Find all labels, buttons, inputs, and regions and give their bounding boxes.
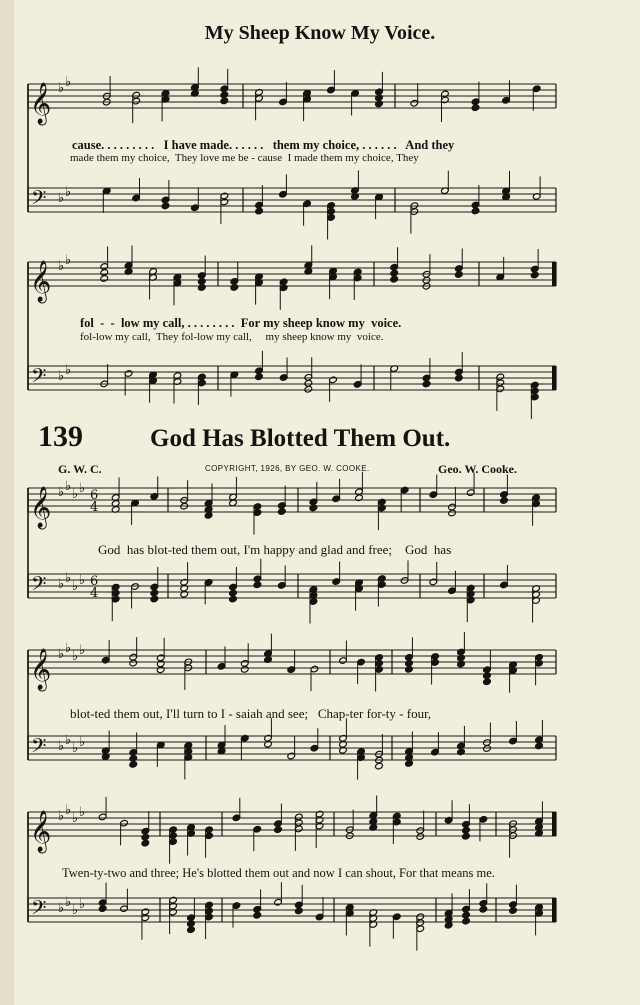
note-head bbox=[229, 595, 238, 603]
final-bar-line bbox=[552, 898, 556, 922]
note-head bbox=[304, 385, 313, 393]
flat-sign-icon: ♭ bbox=[65, 479, 72, 494]
lyricist-credit: G. W. C. bbox=[58, 462, 102, 476]
flat-sign-icon: ♭ bbox=[58, 485, 65, 500]
time-signature-bottom: 4 bbox=[90, 500, 99, 515]
treble-clef-icon: 𝄞 bbox=[30, 649, 52, 690]
flat-sign-icon: ♭ bbox=[58, 81, 65, 96]
treble-clef-icon: 𝄞 bbox=[30, 811, 52, 852]
flat-sign-icon: ♭ bbox=[72, 903, 79, 918]
treble-clef-icon: 𝄞 bbox=[30, 261, 52, 302]
flat-sign-icon: ♭ bbox=[65, 571, 72, 586]
note-head bbox=[483, 678, 492, 686]
note-head bbox=[240, 666, 249, 674]
note-head bbox=[274, 826, 283, 834]
bass-clef-icon: 𝄢 bbox=[31, 186, 47, 214]
flat-sign-icon: ♭ bbox=[65, 803, 72, 818]
time-signature-bottom: 4 bbox=[90, 586, 99, 601]
note-head bbox=[405, 760, 414, 768]
note-head bbox=[197, 284, 206, 292]
note-head bbox=[129, 659, 138, 667]
hymn-number: 139 bbox=[38, 420, 83, 453]
flat-sign-icon: ♭ bbox=[58, 369, 65, 384]
note-head bbox=[156, 666, 165, 674]
note-head bbox=[187, 926, 196, 934]
final-bar-line bbox=[552, 812, 556, 836]
note-head bbox=[457, 660, 466, 668]
flat-sign-icon: ♭ bbox=[72, 579, 79, 594]
note-head bbox=[309, 504, 318, 512]
lyric-line: cause. . . . . . . . . I have made. . . . . . them my choice, . . . . . . And they bbox=[72, 138, 455, 152]
note-head bbox=[530, 271, 539, 279]
flat-sign-icon: ♭ bbox=[65, 185, 72, 200]
flat-sign-icon: ♭ bbox=[65, 733, 72, 748]
bass-clef-icon: 𝄢 bbox=[31, 896, 47, 924]
treble-clef-icon: 𝄞 bbox=[30, 487, 52, 528]
time-signature-top: 6 bbox=[90, 488, 99, 503]
bass-clef-icon: 𝄢 bbox=[31, 734, 47, 762]
lyric-line: fol - - low my call, . . . . . . . . For my sheep know my voice. bbox=[80, 316, 402, 330]
final-bar-line bbox=[552, 366, 556, 390]
note-head bbox=[277, 508, 286, 516]
note-head bbox=[500, 497, 509, 505]
flat-sign-icon: ♭ bbox=[58, 901, 65, 916]
note-head bbox=[255, 373, 264, 381]
note-head bbox=[98, 905, 107, 913]
note-head bbox=[457, 748, 466, 756]
time-signature-top: 6 bbox=[90, 574, 99, 589]
note-head bbox=[416, 833, 425, 841]
flat-sign-icon: ♭ bbox=[58, 259, 65, 274]
note-head bbox=[455, 374, 464, 382]
flat-sign-icon: ♭ bbox=[79, 735, 86, 750]
flat-sign-icon: ♭ bbox=[58, 577, 65, 592]
treble-clef-icon: 𝄞 bbox=[30, 83, 52, 124]
note-head bbox=[129, 761, 138, 769]
note-head bbox=[462, 917, 471, 925]
flat-sign-icon: ♭ bbox=[65, 641, 72, 656]
note-head bbox=[422, 380, 431, 388]
flat-sign-icon: ♭ bbox=[65, 363, 72, 378]
flat-sign-icon: ♭ bbox=[72, 487, 79, 502]
note-head bbox=[150, 595, 159, 603]
lyric-line: Twen-ty-two and three; He's blotted them out and now I can shout, For that means me. bbox=[62, 866, 495, 880]
final-bar-line bbox=[552, 262, 556, 286]
note-head bbox=[390, 275, 399, 283]
flat-sign-icon: ♭ bbox=[79, 805, 86, 820]
flat-sign-icon: ♭ bbox=[58, 809, 65, 824]
note-head bbox=[479, 906, 488, 914]
lyric-line: blot-ted them out, I'll turn to I - saiah and see; Chap-ter for-ty - four, bbox=[70, 706, 432, 721]
flat-sign-icon: ♭ bbox=[58, 191, 65, 206]
flat-sign-icon: ♭ bbox=[79, 573, 86, 588]
note-head bbox=[161, 202, 170, 210]
note-head bbox=[204, 512, 213, 520]
note-head bbox=[255, 207, 264, 215]
flat-sign-icon: ♭ bbox=[72, 741, 79, 756]
note-head bbox=[405, 666, 414, 674]
flat-sign-icon: ♭ bbox=[79, 481, 86, 496]
note-head bbox=[100, 275, 109, 283]
flat-sign-icon: ♭ bbox=[79, 643, 86, 658]
note-head bbox=[448, 509, 457, 517]
bass-clef-icon: 𝄢 bbox=[31, 364, 47, 392]
hymn-title-top: My Sheep Know My Voice. bbox=[204, 22, 436, 44]
flat-sign-icon: ♭ bbox=[72, 649, 79, 664]
note-head bbox=[375, 100, 384, 108]
note-head bbox=[471, 207, 480, 215]
note-head bbox=[230, 284, 239, 292]
note-head bbox=[253, 912, 262, 920]
hymn-title-bottom: God Has Blotted Them Out. bbox=[150, 425, 451, 452]
bass-clef-icon: 𝄢 bbox=[31, 572, 47, 600]
flat-sign-icon: ♭ bbox=[79, 897, 86, 912]
flat-sign-icon: ♭ bbox=[65, 75, 72, 90]
note-head bbox=[509, 907, 518, 915]
lyric-line: made them my choice, They love me be - cause I made them my choice, They bbox=[70, 152, 419, 164]
flat-sign-icon: ♭ bbox=[65, 895, 72, 910]
note-head bbox=[455, 271, 464, 279]
copyright-notice: COPYRIGHT, 1926, BY GEO. W. COOKE. bbox=[205, 464, 370, 473]
note-head bbox=[471, 104, 480, 112]
note-head bbox=[535, 742, 544, 750]
flat-sign-icon: ♭ bbox=[65, 253, 72, 268]
flat-sign-icon: ♭ bbox=[58, 739, 65, 754]
lyric-line: fol-low my call, They fol-low my call, my sheep know my voice. bbox=[80, 331, 384, 343]
note-head bbox=[462, 832, 471, 840]
note-head bbox=[294, 907, 303, 915]
flat-sign-icon: ♭ bbox=[58, 647, 65, 662]
lyric-line: God has blot-ted them out, I'm happy and glad and free; God has bbox=[98, 542, 452, 557]
note-head bbox=[141, 839, 150, 847]
note-head bbox=[375, 762, 384, 770]
note-head bbox=[253, 581, 262, 589]
flat-sign-icon: ♭ bbox=[72, 811, 79, 826]
note-head bbox=[444, 921, 453, 929]
composer-credit: Geo. W. Cooke. bbox=[438, 462, 518, 476]
note-head bbox=[220, 97, 229, 105]
note-head bbox=[483, 745, 492, 753]
